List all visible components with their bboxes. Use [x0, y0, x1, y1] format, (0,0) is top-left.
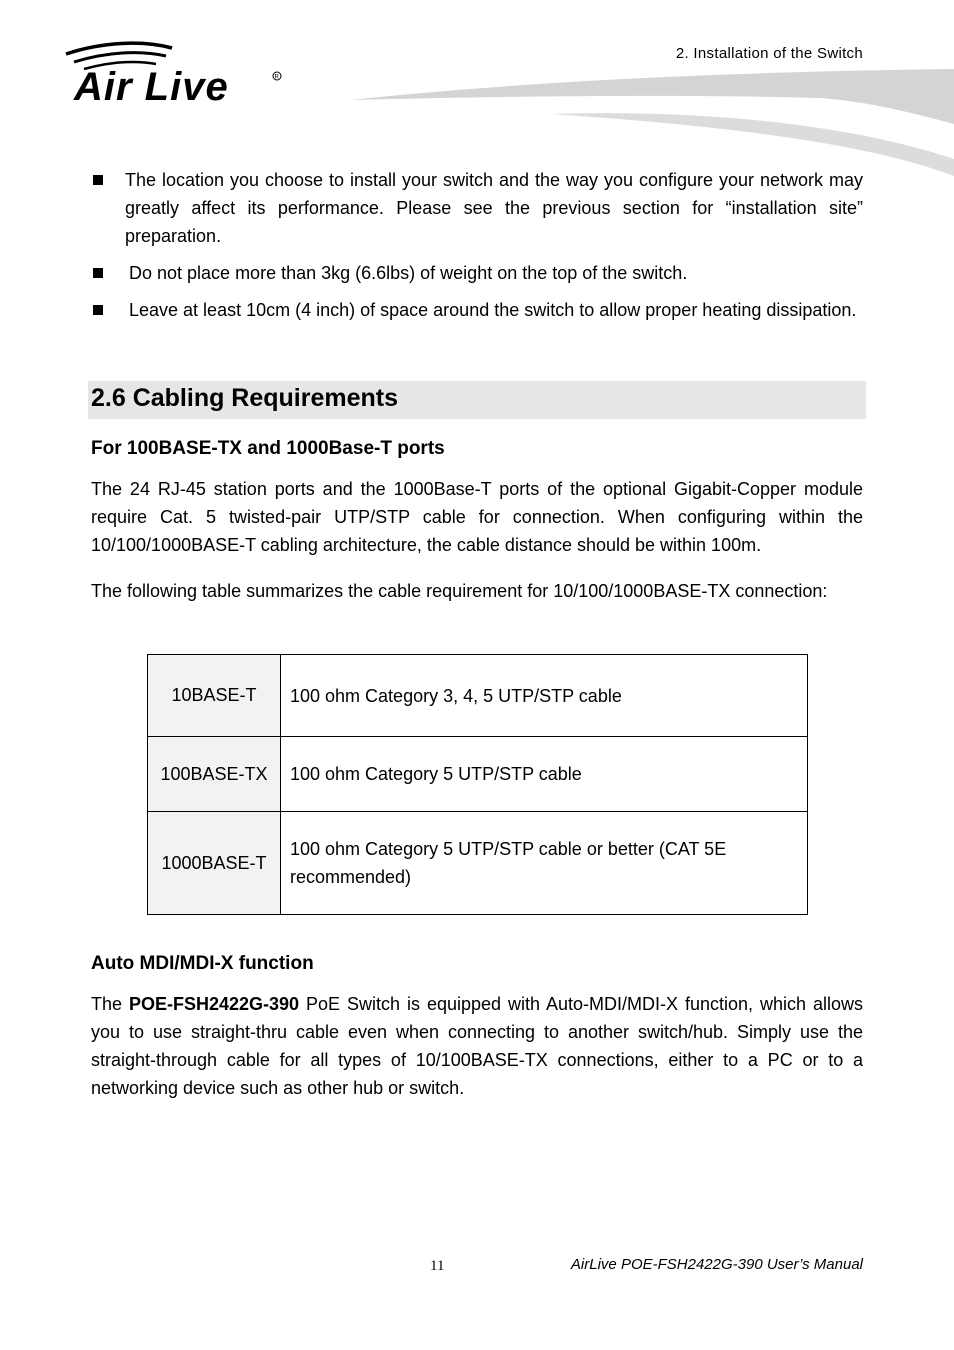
chapter-header: 2. Installation of the Switch: [675, 45, 863, 62]
bullet-square-icon: [93, 175, 103, 185]
mdi-subtitle: Auto MDI/MDI-X function: [91, 953, 314, 974]
header-swoosh-decoration: [350, 64, 954, 176]
cable-spec-cell: 100 ohm Category 5 UTP/STP cable: [281, 737, 808, 812]
ports-subtitle: For 100BASE-TX and 1000Base-T ports: [91, 438, 445, 459]
table-row: [148, 737, 808, 812]
table-row: [148, 655, 808, 737]
cable-requirements-table: [147, 654, 808, 915]
section-title: 2.6 Cabling Requirements: [91, 384, 399, 412]
bullet-square-icon: [93, 305, 103, 315]
table-intro-paragraph: The following table summarizes the cable requirement for 10/100/1000BASE-TX connection:: [91, 581, 828, 601]
svg-text:Air Live: Air Live: [74, 65, 229, 108]
mdi-lead-text: The: [91, 994, 129, 1014]
mdi-body-text: PoE Switch is equipped with Auto-MDI/MDI-X function, which allows you to use straight-thru cable even when connecting to another switch/hub. Simply use the straight-through cable for all types of 10/100BASE-TX connections, either to a PC or to a networking device such as other hub or switch.: [91, 994, 863, 1098]
list-item: The location you choose to install your switch and the way you configure your network may greatly affect its performance. Please see the previous section for “installation site” preparation.: [91, 166, 863, 250]
page-number: 11: [430, 1258, 445, 1274]
list-item: Leave at least 10cm (4 inch) of space around the switch to allow proper heating dissipation.: [91, 296, 863, 324]
cable-type-cell: 1000BASE-T: [148, 812, 281, 915]
manual-title: AirLive POE-FSH2422G-390 User’s Manual: [570, 1256, 863, 1273]
svg-text:R: R: [274, 74, 279, 81]
bullet-list: [91, 166, 863, 333]
product-name: POE-FSH2422G-390: [128, 994, 300, 1014]
section-heading: [88, 381, 866, 419]
table-row: [148, 812, 808, 915]
mdi-paragraph: [91, 990, 863, 1102]
ports-paragraph: The 24 RJ-45 station ports and the 1000Base-T ports of the optional Gigabit-Copper module require Cat. 5 twisted-pair UTP/STP cable for connection. When configuring within the 10/100/1000BASE-T cabling architecture, the cable distance should be within 100m.: [91, 479, 863, 555]
list-item: Do not place more than 3kg (6.6lbs) of weight on the top of the switch.: [91, 259, 863, 287]
airlive-logo: [62, 40, 287, 108]
cable-spec-cell: 100 ohm Category 3, 4, 5 UTP/STP cable: [281, 655, 808, 737]
cable-type-cell: 100BASE-TX: [148, 737, 281, 812]
bullet-square-icon: [93, 268, 103, 278]
cable-spec-cell: 100 ohm Category 5 UTP/STP cable or better (CAT 5E recommended): [281, 812, 808, 915]
cable-type-cell: 10BASE-T: [148, 655, 281, 737]
